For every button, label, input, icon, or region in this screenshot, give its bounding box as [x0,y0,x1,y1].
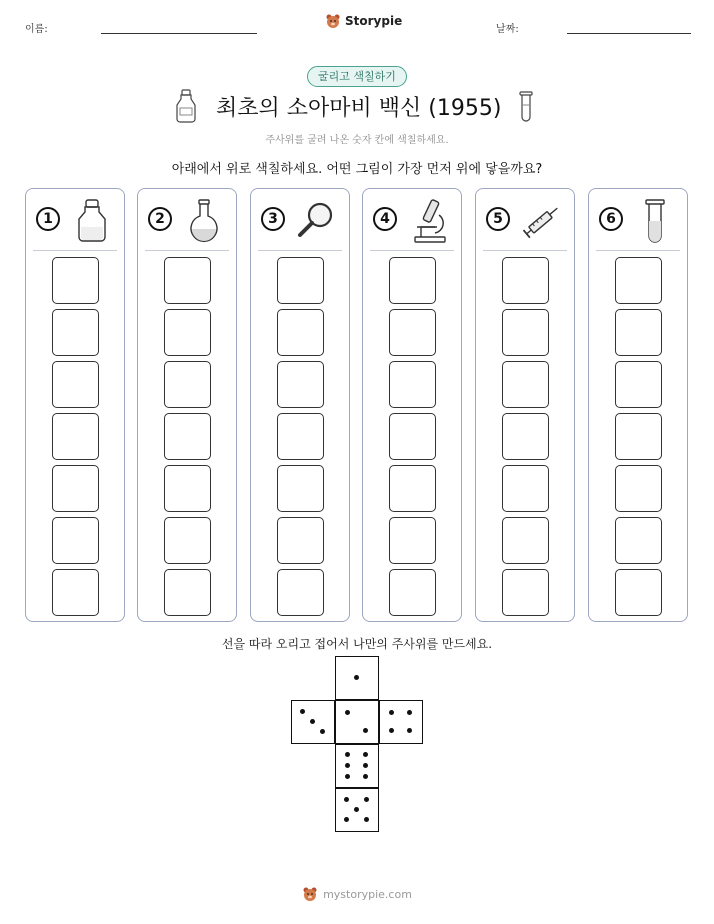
column-6 [588,188,688,622]
activity-tag: 굴리고 색칠하기 [307,66,407,87]
dice-pip [389,710,394,715]
column-header [251,189,349,251]
color-cell[interactable] [52,361,99,408]
column-number: 1 [36,207,60,231]
color-cell[interactable] [52,309,99,356]
footer [302,886,412,902]
dice-face-2 [335,700,379,744]
color-cell[interactable] [502,413,549,460]
column-header [363,189,461,251]
dice-face-1 [335,656,379,700]
dice-face-6 [335,744,379,788]
column-divider [483,250,567,251]
bear-icon [325,13,341,29]
color-cell[interactable] [615,309,662,356]
syringe-icon [520,197,564,245]
color-cell[interactable] [502,361,549,408]
column-divider [596,250,680,251]
color-cell[interactable] [615,361,662,408]
name-line[interactable] [101,33,257,34]
dice-pip [364,817,369,822]
dice-pip [300,709,305,714]
color-cell[interactable] [615,465,662,512]
color-cell[interactable] [502,309,549,356]
magnifier-icon [295,197,339,245]
flask-icon [182,197,226,245]
color-cell[interactable] [502,465,549,512]
name-label: 이름: [25,24,48,35]
column-1 [25,188,125,622]
column-header [476,189,574,251]
color-cell[interactable] [389,361,436,408]
dice-pip [320,729,325,734]
date-line[interactable] [567,33,691,34]
brand-name: Storypie [345,14,403,28]
page-title: 최초의 소아마비 백신 (1955) [216,96,502,121]
color-cell[interactable] [615,413,662,460]
color-cell[interactable] [164,257,211,304]
dice-pip [407,728,412,733]
date-label: 날짜: [496,24,519,35]
color-cell[interactable] [52,517,99,564]
color-cell[interactable] [52,413,99,460]
dice-pip [363,763,368,768]
color-cell[interactable] [164,569,211,616]
dice-pip [344,817,349,822]
footer-url: mystorypie.com [323,887,412,901]
color-cell[interactable] [615,517,662,564]
dice-pip [345,763,350,768]
color-cell[interactable] [277,361,324,408]
dice-pip [364,797,369,802]
color-cell[interactable] [164,309,211,356]
color-cell[interactable] [389,413,436,460]
color-cell[interactable] [164,361,211,408]
dice-pip [363,774,368,779]
column-header [26,189,124,251]
color-cell[interactable] [52,569,99,616]
dice-face-5 [335,788,379,832]
color-cell[interactable] [277,465,324,512]
title-bottle-icon [175,89,197,123]
brand-logo [325,13,402,29]
color-cell[interactable] [502,517,549,564]
dice-face-3 [291,700,335,744]
column-2 [137,188,237,622]
column-5 [475,188,575,622]
color-cell[interactable] [502,569,549,616]
color-cell[interactable] [277,517,324,564]
color-cell[interactable] [277,257,324,304]
microscope-icon [407,197,451,245]
column-divider [33,250,117,251]
color-cell[interactable] [164,465,211,512]
bottle-icon [70,197,114,245]
dice-pip [389,728,394,733]
column-header [589,189,687,251]
dice-instruction: 선을 따라 오리고 접어서 나만의 주사위를 만드세요. [221,637,493,651]
color-cell[interactable] [277,413,324,460]
instruction: 아래에서 위로 색칠하세요. 어떤 그림이 가장 먼저 위에 닿을까요? [171,162,543,177]
color-cell[interactable] [502,257,549,304]
column-3 [250,188,350,622]
dice-pip [354,675,359,680]
dice-pip [345,710,350,715]
dice-pip [354,807,359,812]
dice-pip [345,752,350,757]
column-header [138,189,236,251]
color-cell[interactable] [164,413,211,460]
column-number: 4 [373,207,397,231]
column-4 [362,188,462,622]
color-cell[interactable] [389,309,436,356]
color-cell[interactable] [52,257,99,304]
dice-face-4 [379,700,423,744]
footer-bear-icon [302,886,318,902]
column-divider [370,250,454,251]
column-number: 6 [599,207,623,231]
dice-pip [363,728,368,733]
dice-pip [407,710,412,715]
subtitle: 주사위를 굴려 나온 숫자 칸에 색칠하세요. [265,135,449,146]
color-cell[interactable] [615,569,662,616]
color-cell[interactable] [52,465,99,512]
color-cell[interactable] [277,309,324,356]
color-cell[interactable] [389,465,436,512]
column-divider [258,250,342,251]
color-cell[interactable] [389,517,436,564]
dice-pip [345,774,350,779]
dice-pip [344,797,349,802]
column-number: 3 [261,207,285,231]
column-divider [145,250,229,251]
column-number: 5 [486,207,510,231]
dice-pip [363,752,368,757]
color-cell[interactable] [164,517,211,564]
color-cell[interactable] [615,257,662,304]
test-tube-icon [633,197,677,245]
dice-pip [310,719,315,724]
color-cell[interactable] [277,569,324,616]
color-cell[interactable] [389,257,436,304]
column-number: 2 [148,207,172,231]
color-cell[interactable] [389,569,436,616]
title-test-tube-icon [518,91,534,123]
